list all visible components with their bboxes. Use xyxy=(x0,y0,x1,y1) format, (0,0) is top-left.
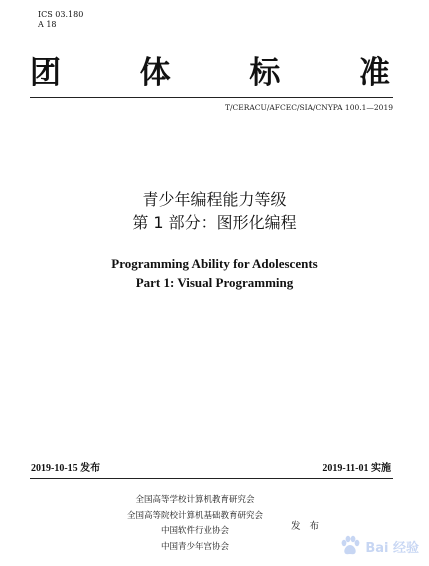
top-divider xyxy=(30,97,393,98)
standard-type-char: 准 xyxy=(358,55,390,91)
cn-title-line1: 青少年编程能力等级 xyxy=(142,190,287,209)
cn-title-line2: 第 1 部分：图形化编程 xyxy=(132,213,297,232)
publisher-org: 全国高等学校计算机教育研究会 xyxy=(135,495,255,505)
standard-type-char: 标 xyxy=(249,55,281,91)
publisher-org: 中国青少年宫协会 xyxy=(160,541,229,552)
class-code: A 18 xyxy=(38,20,57,29)
implement-date: 2019-11-01 实施 xyxy=(322,463,391,474)
release-date: 2019-10-15 发布 xyxy=(31,463,101,474)
publisher-list xyxy=(95,493,295,555)
en-title-line1: Programming Ability for Adolescents xyxy=(111,256,318,271)
ics-code: ICS 03.180 xyxy=(38,10,84,19)
standard-type-title xyxy=(30,56,390,90)
baidu-paw-icon xyxy=(339,535,361,557)
en-title-line2: Part 1: Visual Programming xyxy=(135,275,294,290)
baidu-watermark xyxy=(299,532,419,560)
bottom-divider xyxy=(30,478,393,479)
watermark-text: Bai 经验 xyxy=(365,540,419,556)
standard-code: T/CERACU/AFCEC/SIA/CNYPA 100.1—2019 xyxy=(224,103,393,112)
standard-type-char: 团 xyxy=(30,55,61,91)
publisher-org: 全国高等院校计算机基础教育研究会 xyxy=(126,510,263,521)
standard-type-char: 体 xyxy=(139,55,171,91)
publish-label: 发 布 xyxy=(291,521,323,532)
publisher-org: 中国软件行业协会 xyxy=(160,526,229,536)
ics-classification xyxy=(38,10,83,30)
